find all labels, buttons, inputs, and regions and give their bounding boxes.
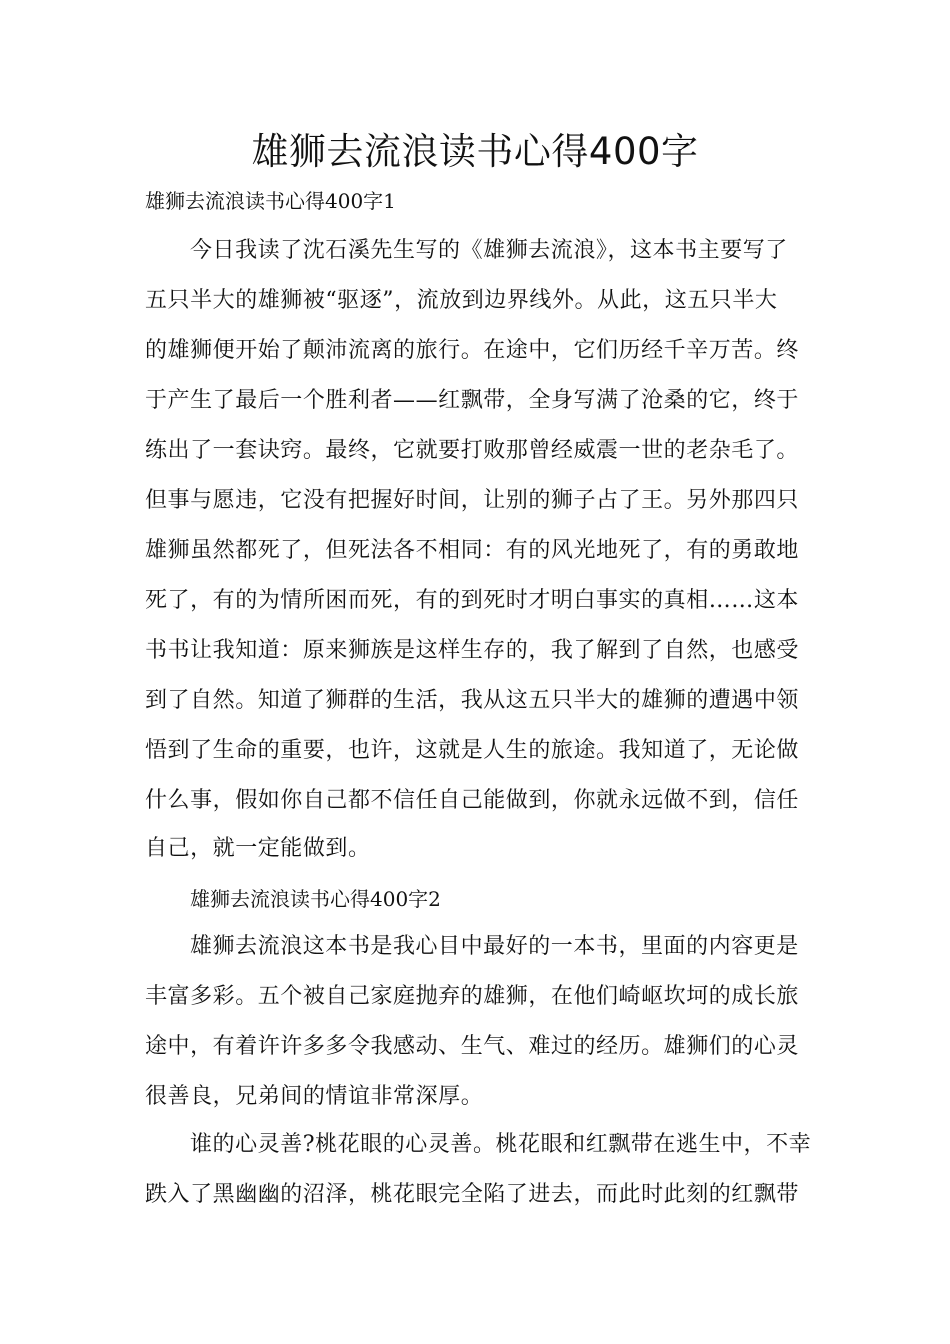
text-line: 跌入了黑幽幽的沼泽，桃花眼完全陷了进去，而此时此刻的红飘带 bbox=[145, 1182, 799, 1207]
text-line: 雄狮虽然都死了，但死法各不相同：有的风光地死了，有的勇敢地 bbox=[145, 538, 799, 563]
text-line: 书书让我知道：原来狮族是这样生存的，我了解到了自然，也感受 bbox=[145, 638, 799, 663]
text-line: 很善良，兄弟间的情谊非常深厚。 bbox=[145, 1084, 484, 1109]
text-line: 死了，有的为情所困而死，有的到死时才明白事实的真相……这本 bbox=[145, 588, 799, 613]
document-title: 雄狮去流浪读书心得400字 bbox=[251, 130, 699, 173]
text-line: 丰富多彩。五个被自己家庭抛弃的雄狮，在他们崎岖坎坷的成长旅 bbox=[145, 984, 799, 1009]
text-line: 今日我读了沈石溪先生写的《雄狮去流浪》，这本书主要写了 bbox=[190, 238, 788, 263]
section-2-heading: 雄狮去流浪读书心得400字2 bbox=[190, 887, 441, 911]
text-line: 到了自然。知道了狮群的生活，我从这五只半大的雄狮的遭遇中领 bbox=[145, 688, 799, 713]
text-line: 的雄狮便开始了颠沛流离的旅行。在途中，它们历经千辛万苦。终 bbox=[145, 338, 799, 363]
text-line: 自己，就一定能做到。 bbox=[145, 836, 371, 861]
text-line: 悟到了生命的重要，也许，这就是人生的旅途。我知道了，无论做 bbox=[145, 738, 799, 763]
text-line: 雄狮去流浪这本书是我心目中最好的一本书，里面的内容更是 bbox=[190, 934, 799, 959]
text-line: 途中，有着许许多多令我感动、生气、难过的经历。雄狮们的心灵 bbox=[145, 1034, 799, 1059]
text-line: 五只半大的雄狮被“驱逐”，流放到边界线外。从此，这五只半大 bbox=[145, 288, 778, 313]
section-1-heading: 雄狮去流浪读书心得400字1 bbox=[145, 189, 396, 213]
text-line: 什么事，假如你自己都不信任自己能做到，你就永远做不到，信任 bbox=[145, 788, 799, 813]
text-line: 但事与愿违，它没有把握好时间，让别的狮子占了王。另外那四只 bbox=[145, 488, 799, 513]
text-line: 于产生了最后一个胜利者——红飘带，全身写满了沧桑的它，终于 bbox=[145, 388, 799, 413]
text-line: 练出了一套诀窍。最终，它就要打败那曾经威震一世的老杂毛了。 bbox=[145, 438, 799, 463]
text-line: 谁的心灵善?桃花眼的心灵善。桃花眼和红飘带在逃生中，不幸 bbox=[190, 1132, 812, 1157]
